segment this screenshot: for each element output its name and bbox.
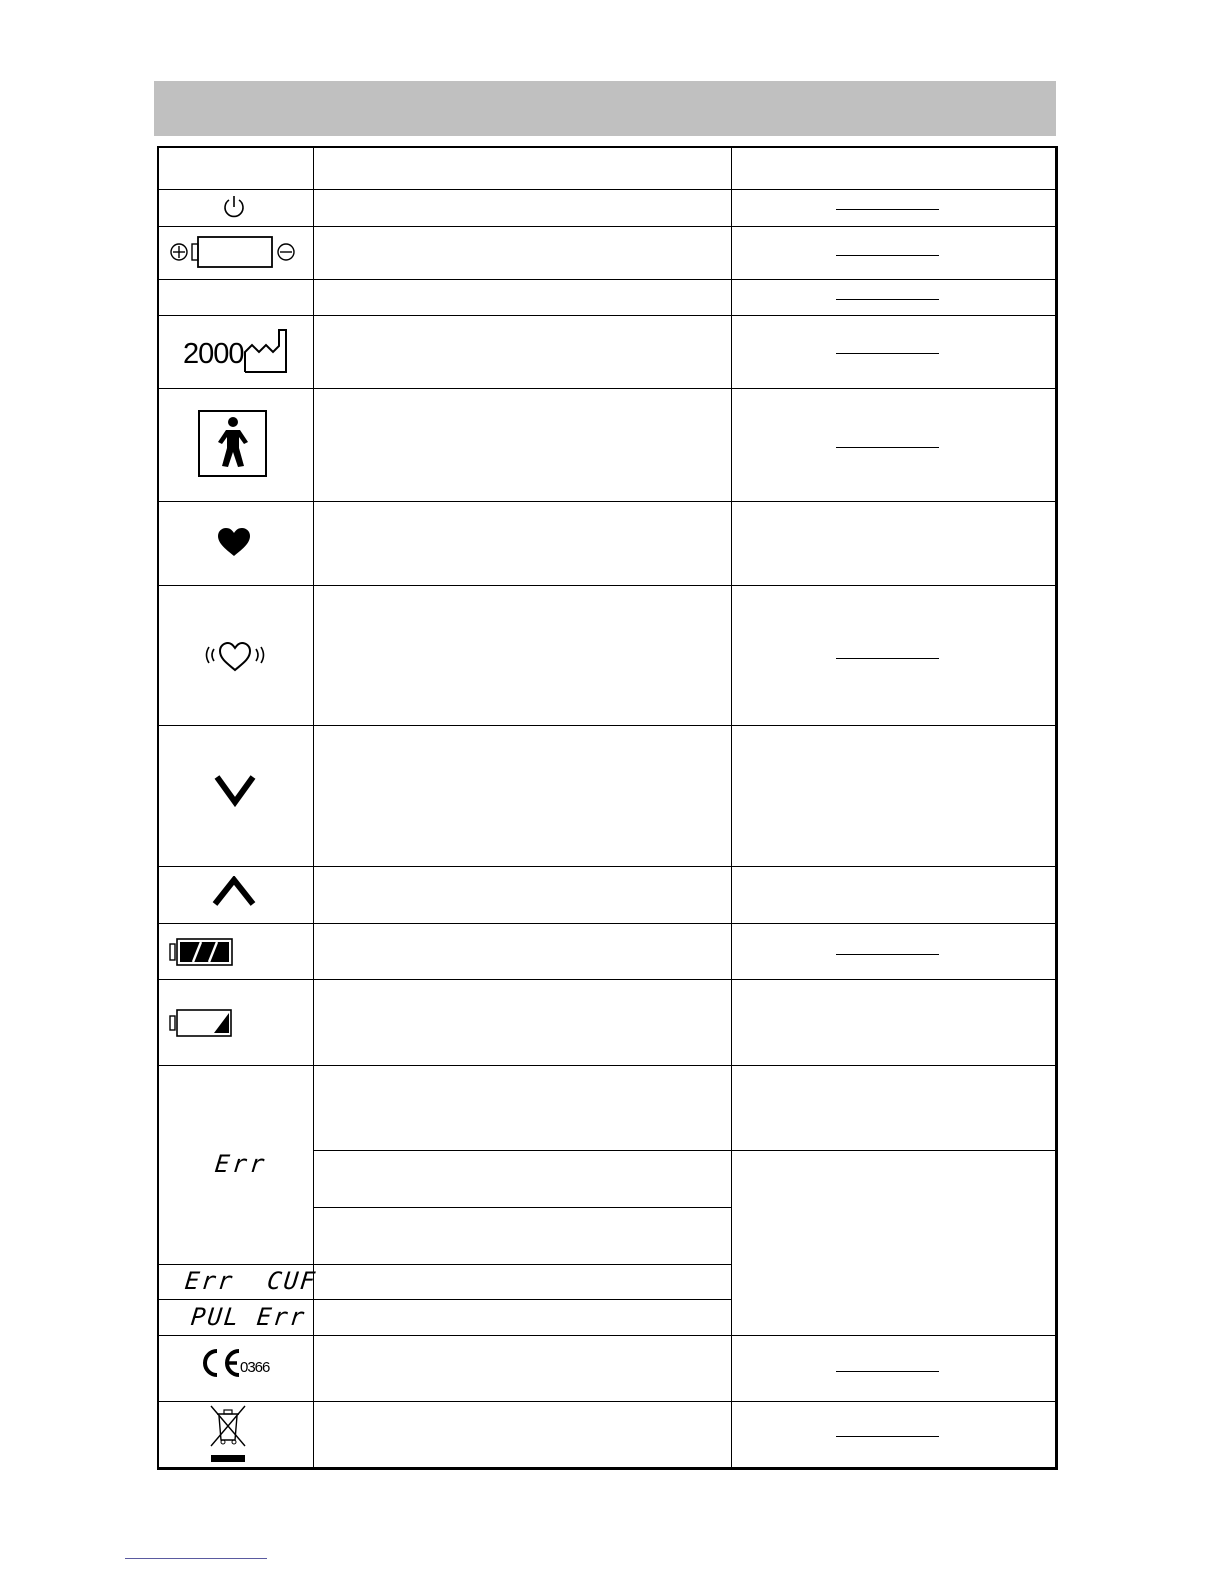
section-header-bar <box>154 81 1056 136</box>
err-cuf-code: Err CUF <box>183 1267 319 1295</box>
row-divider <box>157 1335 1057 1336</box>
power-icon <box>222 194 246 220</box>
row-divider <box>157 1264 731 1265</box>
blank-field-line <box>836 209 939 210</box>
ce-logo <box>199 1348 243 1378</box>
chevron-down-icon <box>214 773 256 807</box>
blank-field-line <box>836 658 939 659</box>
type-bf-applied-part-icon <box>198 410 268 478</box>
row-divider <box>157 279 1057 280</box>
blank-field-line <box>836 299 939 300</box>
blank-field-line <box>836 353 939 354</box>
row-divider <box>157 501 1057 502</box>
manufacture-year: 2000 <box>183 338 244 370</box>
blank-field-line <box>836 1436 939 1437</box>
weee-bin-icon <box>207 1404 249 1464</box>
manufacture-date-icon <box>183 326 293 376</box>
err-code: Err <box>213 1150 269 1178</box>
row-divider <box>157 189 1057 190</box>
row-divider <box>157 725 1057 726</box>
row-divider <box>157 866 1057 867</box>
blank-field-line <box>836 1371 939 1372</box>
irregular-heartbeat-icon <box>205 640 265 674</box>
row-divider <box>313 1150 1057 1151</box>
row-divider <box>157 388 1057 389</box>
footnote-rule <box>125 1558 267 1559</box>
row-divider <box>157 1065 1057 1066</box>
pul-err-code: PUL Err <box>189 1303 308 1331</box>
row-divider <box>157 585 1057 586</box>
row-divider <box>313 1207 731 1208</box>
row-divider <box>157 226 1057 227</box>
battery-low-icon <box>169 1007 235 1039</box>
battery-polarity-icon <box>169 234 299 270</box>
row-divider <box>157 315 1057 316</box>
blank-field-line <box>836 954 939 955</box>
heart-icon <box>217 527 251 557</box>
row-divider <box>157 1401 1057 1402</box>
battery-full-icon <box>169 936 235 968</box>
ce-mark-icon <box>199 1346 299 1386</box>
row-divider <box>157 979 1057 980</box>
blank-field-line <box>836 255 939 256</box>
chevron-up-icon <box>212 876 256 908</box>
blank-field-line <box>836 447 939 448</box>
factory-icon <box>243 328 289 374</box>
symbols-table <box>157 146 1058 1470</box>
ce-notified-body-number: 0366 <box>240 1359 270 1376</box>
column-divider <box>731 146 732 1468</box>
row-divider <box>157 923 1057 924</box>
row-divider <box>157 1299 731 1300</box>
